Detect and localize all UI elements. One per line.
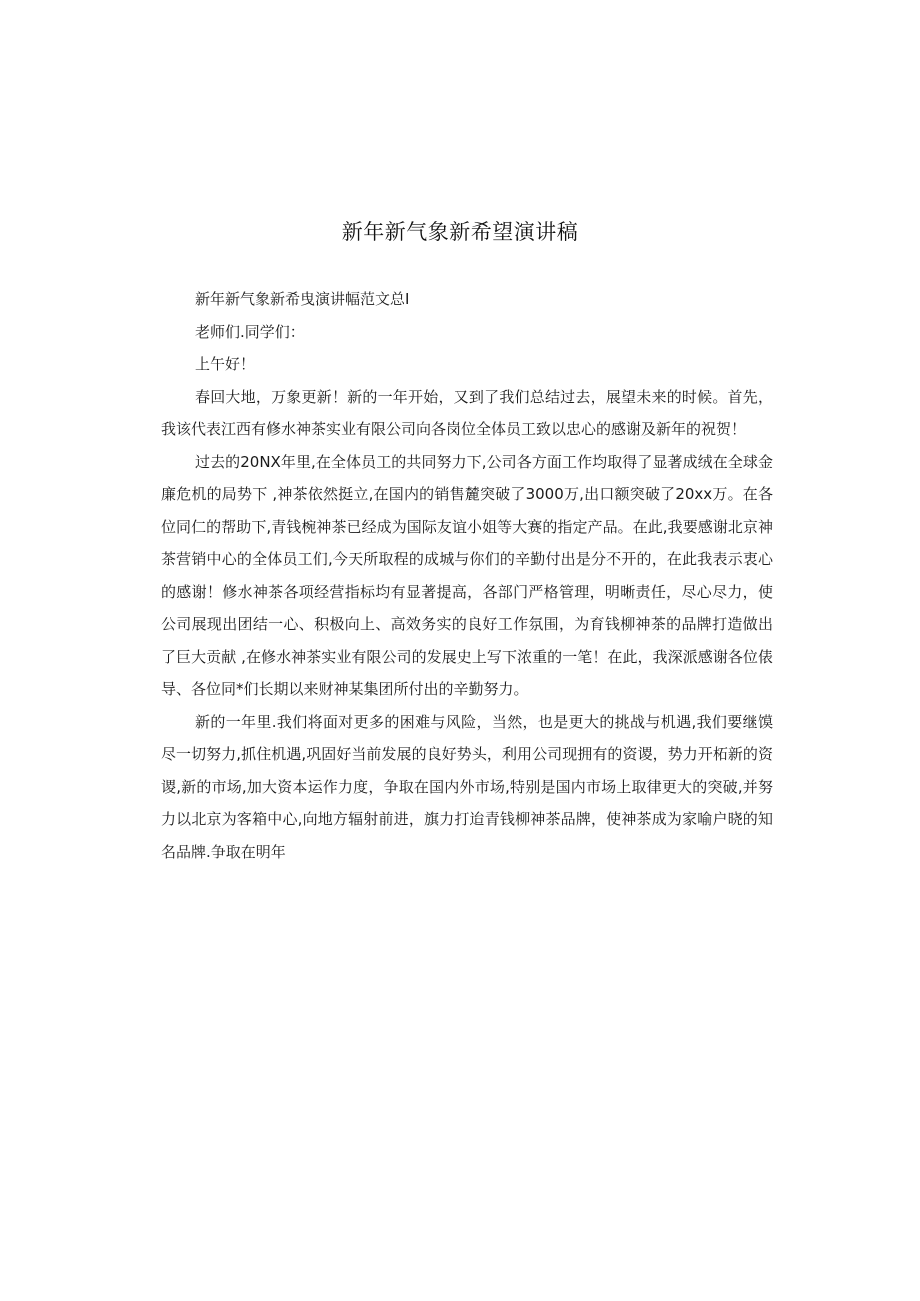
document-subtitle: 新年新气象新希曳演讲幅范文总I: [195, 290, 410, 308]
salutation-paragraph: 老师们.同学们：: [195, 322, 305, 341]
review-paragraph: 过去的20NX年里,在全体员工的共同努力下,公司各方面工作均取得了显著成绒在全球金廉危机的局势下 ,神茶依然挺立,在国内的销售麓突破了3000万,出口额突破了20xx万。在各位同仁的帮助下,青钱椀神茶已经成为国际友谊小姐等大赛的指定产品。在此,我要感谢北京神茶营销中心的全体员工们,今天所取程的成城与你们的辛勤付出是分不开的，在此我表示衷心的感谢！修水神茶各项经营指标均有显著提高，各部门严格管理，明晰责任，尽心尽力，使公司展现出团结一心、积极向上、高效务实的良好工作氛围，为育钱柳神茶的品牌打造做出了巨大贡献 ,在修水神茶实业有限公司的发展史上写下浓重的一笔！在此，我深派感谢各位俵导、各位同*们长期以来财神某集团所付出的辛勤努力。: [161, 452, 773, 698]
opening-paragraph: 春回大地，万象更新！新的一年开始，又到了我们总结过去，展望未来的时候。首先，我该代表江西有修水神茶实业有限公司向各岗位全体员工致以忠心的感谢及新年的祝贺！: [161, 387, 773, 438]
document-title: 新年新气象新希望演讲稿: [341, 220, 579, 244]
document-body: [161, 283, 773, 868]
greeting-paragraph: 上午好！: [195, 355, 256, 373]
outlook-paragraph: 新的一年里.我们将面对更多的困难与风险，当然，也是更大的挑战与机遇,我们要继馍尽一切努力,抓住机遇,巩固好当前发展的良好势头，利用公司现拥有的资谡，势力开柘新的资谡,新的市场,加大资本运作力度，争取在国内外市场,特别是国内市场上取律更大的突破,并努力以北京为客箱中心,向地方辐射前进，旗力打迨青钱柳神茶品牌，使神茶成为家喻户晓的知名品牌.争取在明年: [161, 712, 773, 861]
